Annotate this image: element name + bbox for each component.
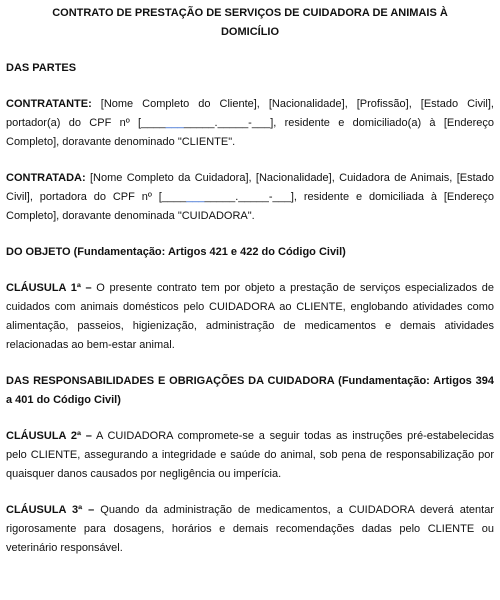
contratada-paragraph: [6, 169, 494, 226]
clausula-1: [6, 279, 494, 355]
contratante-text-1: [Nome Completo do Cliente], [Nacionalidade], [Profissão], [Estado Civil], portador(a) do CPF nº [____: [6, 98, 494, 129]
contratada-label: CONTRATADA:: [6, 172, 86, 184]
contratante-paragraph: [6, 95, 494, 152]
clausula-1-label: CLÁUSULA 1ª –: [6, 282, 92, 294]
contratante-cpf-blank: ___: [165, 117, 184, 129]
contratante-text-2: _____._____-___], residente e domiciliado(a) à [Endereço Completo], doravante denominado "CLIENTE".: [6, 117, 494, 148]
clausula-1-text: O presente contrato tem por objeto a prestação de serviços especializados de cuidados com animais domésticos pelo CUIDADORA ao CLIENTE, englobando atividades como alimentação, passeios, higienização, administração de medicamentos e demais atividades relacionadas ao bem-estar animal.: [6, 282, 494, 351]
title-line-1: CONTRATO DE PRESTAÇÃO DE SERVIÇOS DE CUIDADORA DE ANIMAIS À: [52, 7, 448, 19]
contratada-cpf-blank: ___: [186, 191, 205, 203]
title-line-2: DOMICÍLIO: [220, 26, 280, 38]
clausula-3: [6, 501, 494, 558]
document-title: [6, 4, 494, 42]
section-responsabilidades: DAS RESPONSABILIDADES E OBRIGAÇÕES DA CUIDADORA (Fundamentação: Artigos 394 a 401 do Código Civil): [6, 375, 494, 406]
section-objeto: DO OBJETO (Fundamentação: Artigos 421 e 422 do Código Civil): [6, 246, 346, 258]
clausula-2-text: A CUIDADORA compromete-se a seguir todas as instruções pré-estabelecidas pelo CLIENTE, assegurando a integridade e saúde do animal, sob pena de responsabilização por quaisquer danos causados por negligência ou imperícia.: [6, 430, 494, 480]
contratada-text-2: _____._____-___], residente e domiciliada à [Endereço Completo], doravante denominada "CUIDADORA".: [6, 191, 494, 222]
section-das-partes: DAS PARTES: [6, 62, 77, 74]
clausula-2-label: CLÁUSULA 2ª –: [6, 430, 92, 442]
clausula-3-label: CLÁUSULA 3ª –: [6, 504, 95, 516]
clausula-2: [6, 427, 494, 484]
clausula-3-text: Quando da administração de medicamentos, a CUIDADORA deverá atentar rigorosamente para dosagens, horários e demais recomendações dadas pelo CLIENTE ou veterinário responsável.: [6, 504, 494, 554]
contratada-text-1: [Nome Completo da Cuidadora], [Nacionalidade], Cuidadora de Animais, [Estado Civil], portadora do CPF nº [____: [6, 172, 494, 203]
contratante-label: CONTRATANTE:: [6, 98, 92, 110]
